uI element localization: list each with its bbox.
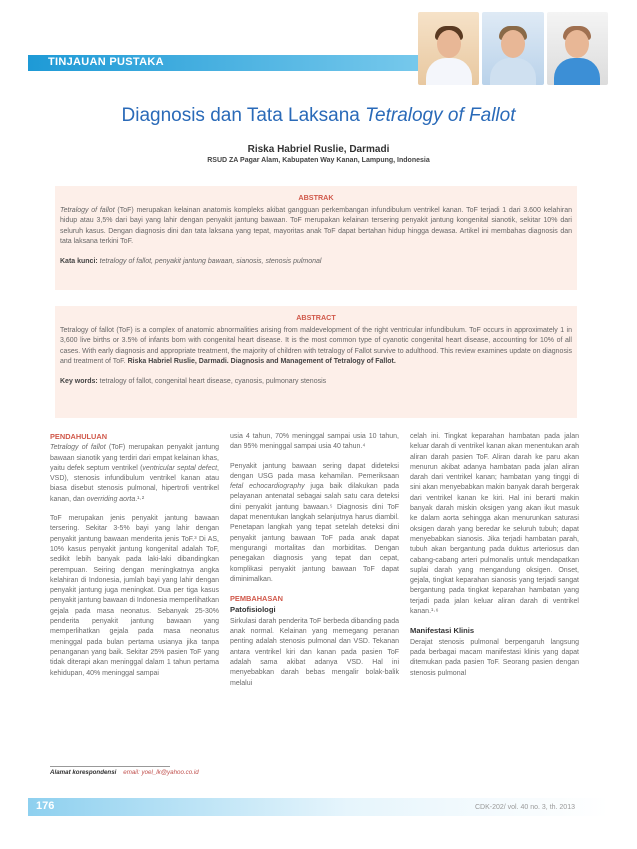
abstrak-box bbox=[55, 186, 577, 290]
footnote-divider bbox=[50, 766, 170, 767]
paragraph: celah ini. Tingkat keparahan hambatan pada jalan keluar darah di ventrikel kanan akan menentukan arah aliran darah pasien ToF. Aliran darah ke paru akan menurun akibat adanya hambatan pada jalan aliran darah dari ventrikel kanan; hambatan yang tinggi di sini akan menyebabkan makin banyak darah bergerak dari ventrikel kanan ke kiri. Hal ini berarti makin banyak darah miskin oksigen yang akan ikut masuk ke dalam aorta sehingga akan menurunkan saturasi oksigen darah yang beredar ke seluruh tubuh; dapat menyebabkan sianosis. Jika terjadi hambatan parah, tubuh akan bergantung pada duktus arteriosus dan cabang-cabang arteri pulmonalis untuk mendapatkan suplai darah yang mengandung oksigen. Onset, gejala, tingkat keparahan sianosis yang terjadi sangat bergantung pada tingkat keparahan hambatan yang terjadi pada jalan keluar aliran darah di ventrikel kanan.¹·⁶ bbox=[410, 433, 579, 616]
subheading-patofisiologi: Patofisiologi bbox=[230, 605, 276, 615]
paragraph: ToF merupakan jenis penyakit jantung bawaan tersering. Sekitar 3-5% bayi yang lahir dengan penyakit jantung bawaan menderita jenis ToF.³ Di AS, 10% kasus penyakit jantung kongenital adalah ToF, sedikit lebih banyak pada laki-laki dibandingkan perempuan. Seiring dengan meningkatnya angka kelahiran di Indonesia, jumlah bayi yang lahir dengan penyakit jantung juga meningkat. Dua per tiga kasus penyakit jantung bawaan di Indonesia memperlihatkan gejala pada masa neonatus. Sebanyak 25-30% penderita penyakit jantung bawaan yang memperlihatkan gejala pada masa neonatus meninggal pada bulan pertama usianya jika tanpa penanganan yang baik. Sekitar 25% pasien ToF yang tidak diterapi akan meninggal dalam 1 tahun pertama kehidupan, 40% meninggal sampai bbox=[50, 515, 219, 677]
article-authors: Riska Habriel Ruslie, Darmadi bbox=[247, 144, 390, 155]
paragraph: Sirkulasi darah penderita ToF berbeda dibanding pada anak normal. Kelainan yang memegang peranan penting adalah stenosis pulmonal dan VSD. Tekanan antara ventrikel kiri dan kanan pada pasien ToF adalah sama akibat adanya VSD. Hal ini menyebabkan darah bebas mengalir bolak-balik melalui bbox=[230, 617, 399, 687]
body-column-3 bbox=[410, 432, 579, 688]
article-title: Diagnosis dan Tata Laksana Tetralogy of Fallot bbox=[121, 105, 516, 126]
paragraph: usia 4 tahun, 70% meninggal sampai usia 10 tahun, dan 95% meninggal sampai usia 40 tahun.⁴ bbox=[230, 433, 399, 451]
paragraph: Penyakit jantung bawaan sering dapat dideteksi dengan USG pada masa kehamilan. Pemeriksaan fetal echocardiography juga baik dilakukan pada pelayanan antenatal sebagai salah satu cara deteksi dini penyakit jantung bawaan.⁵ Diagnosis dini ToF dapat menentukan langkah selanjutnya harus diambil. Penetapan langkah yang tepat setelah deteksi dini penyakit jantung bawaan ToF pada anak dapat mengurangi mortalitas dan morbiditas. Dengan penegakan diagnosis yang tepat dan cepat, komplikasi penyakit jantung bawaan ToF dapat diminimalkan. bbox=[230, 462, 399, 583]
abstract-keywords: Key words: tetralogy of fallot, congenital heart disease, cyanosis, pulmonary stenosis bbox=[60, 377, 327, 385]
heading-pendahuluan: PENDAHULUAN bbox=[50, 432, 108, 441]
photo-nurse bbox=[547, 12, 608, 85]
abstract-heading: ABSTRACT bbox=[296, 313, 336, 322]
abstract-text: Tetralogy of fallot (ToF) is a complex of anatomic abnormalities arising from maldevelopment of the right ventricular infundibulum. ToF occurs in approximately 1 in 3,600 live births or 3.5% of infants born with congenital heart disease. It is the most common type of cyanotic congenital heart disease, accounting for 10% of all cases. With early diagnosis and appropriate treatment, the majority of children with tetralogy of Fallot survive to adulthood. This review examines update on diagnosis and treatment of ToF. Riska Habriel Ruslie, Darmadi. Diagnosis and Management of Tetralogy of Fallot. bbox=[60, 326, 572, 366]
paragraph: Derajat stenosis pulmonal berpengaruh langsung pada berbagai macam manifestasi klinis yang dapat ditemukan pada pasien ToF. Seorang pasien dengan stenosis pulmonal bbox=[410, 638, 579, 677]
abstract-box bbox=[55, 306, 577, 418]
journal-reference: CDK-202/ vol. 40 no. 3, th. 2013 bbox=[474, 804, 575, 811]
correspondence-footnote: Alamat korespondensi email: yoel_lk@yahoo.co.id bbox=[50, 769, 199, 776]
heading-pembahasan: PEMBAHASAN bbox=[230, 594, 283, 604]
paragraph: Tetralogy of fallot (ToF) merupakan penyakit jantung bawaan sianotik yang terdiri dari empat kelainan khas, yaitu defek septum ventrikel (ventricular septal defect, VSD), stenosis infundibulum ventrikel kanan atau biasa disebut stenosis pulmonal, hipertrofi ventrikel kanan, dan overriding aorta.¹·² bbox=[50, 444, 219, 503]
abstrak-keywords: Kata kunci: tetralogy of fallot, penyakit jantung bawaan, sianosis, stenosis pulmonal bbox=[60, 257, 322, 265]
abstrak-heading: ABSTRAK bbox=[298, 193, 334, 202]
body-column-2 bbox=[230, 432, 399, 698]
body-column-1 bbox=[50, 432, 219, 688]
subheading-manifestasi-klinis: Manifestasi Klinis bbox=[410, 626, 475, 636]
section-label: TINJAUAN PUSTAKA bbox=[48, 56, 164, 68]
page-number: 176 bbox=[36, 800, 55, 812]
correspondence-email[interactable]: email: yoel_lk@yahoo.co.id bbox=[123, 769, 199, 776]
header-photos bbox=[418, 12, 608, 85]
photo-patient bbox=[418, 12, 479, 85]
photo-doctor bbox=[482, 12, 543, 85]
article-affiliation: RSUD ZA Pagar Alam, Kabupaten Way Kanan, Lampung, Indonesia bbox=[207, 157, 430, 164]
abstrak-text: Tetralogy of fallot (ToF) merupakan kelainan anatomis kompleks akibat gangguan perkembangan infundibulum ventrikel kanan. ToF terjadi 1 dari 3.600 kelahiran hidup atau 3,5% dari bayi yang lahir dengan penyakit jantung bawaan. ToF merupakan kelainan tersering penyakit jantung kongenital sianotik, sekitar 10% dari seluruh kasus. Dengan diagnosis dini dan tata laksana yang tepat, mayoritas anak ToF dapat bertahan hidup hingga dewasa. Artikel ini membahas diagnosis dan tata laksana terkini ToF. bbox=[60, 206, 572, 246]
